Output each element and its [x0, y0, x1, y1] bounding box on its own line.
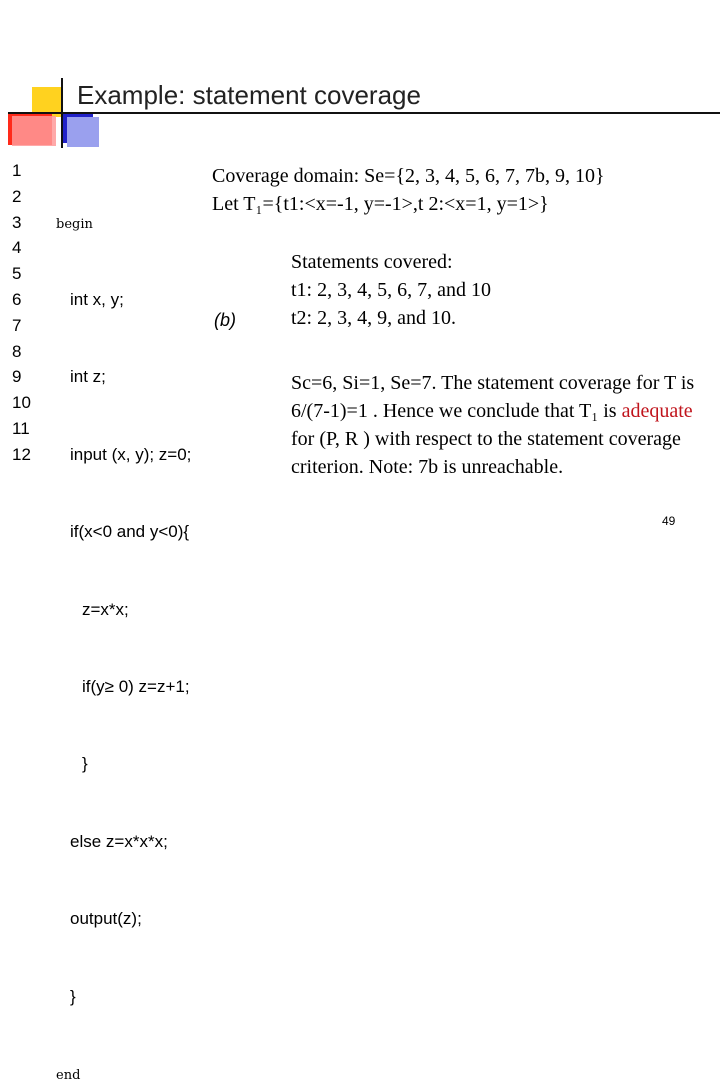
code-line-9: else z=x*x*x;	[70, 831, 168, 851]
code-line-4: input (x, y); z=0;	[70, 444, 192, 464]
decor-lightblue-square	[67, 117, 99, 147]
code-line-12: end	[56, 1067, 81, 1080]
test-set-definition: Let T₁={t1:<x=-1, y=-1>,t 2:<x=1, y=1>}	[212, 193, 549, 215]
line-number: 5	[12, 264, 22, 284]
line-number: 4	[12, 238, 22, 258]
line-numbers	[12, 158, 42, 468]
code-line-5: if(x<0 and y<0){	[70, 522, 190, 542]
adequate-highlight: adequate	[621, 400, 693, 422]
conclusion-part2: for (P, R ) with respect to the statement coverage criterion. Note: 7b is unreachable.	[291, 428, 681, 478]
code-line-11: }	[70, 986, 76, 1006]
statements-covered-t1: t1: 2, 3, 4, 5, 6, 7, and 10	[291, 279, 491, 301]
line-number: 9	[12, 367, 22, 387]
code-line-3: int z;	[70, 367, 106, 387]
line-number: 2	[12, 186, 22, 206]
code-line-10: output(z);	[70, 909, 142, 929]
line-number: 11	[12, 418, 30, 438]
conclusion-part1: Sc=6, Si=1, Se=7. The statement coverage for T is 6/(7-1)=1 . Hence we conclude that T₁ is	[291, 372, 695, 422]
label-b: (b)	[214, 310, 236, 330]
line-number: 7	[12, 315, 22, 335]
statements-covered-heading: Statements covered:	[291, 251, 453, 273]
code-line-8: }	[82, 754, 88, 774]
line-number: 10	[12, 393, 31, 413]
code-line-7: if(y≥ 0) z=z+1;	[82, 676, 190, 696]
coverage-domain-block	[212, 162, 605, 218]
code-line-1: begin	[56, 216, 93, 232]
conclusion-paragraph	[291, 369, 701, 481]
line-number: 6	[12, 289, 22, 309]
decor-pink-square	[12, 116, 56, 146]
code-line-2: int x, y;	[70, 289, 124, 309]
program-code	[56, 158, 191, 1080]
statements-covered-t2: t2: 2, 3, 4, 9, and 10.	[291, 307, 456, 329]
statements-covered-block	[291, 248, 491, 332]
line-number: 3	[12, 212, 22, 232]
coverage-domain: Coverage domain: Se={2, 3, 4, 5, 6, 7, 7b, 9, 10}	[212, 165, 605, 187]
slide-title: Example: statement coverage	[77, 80, 421, 110]
line-number: 1	[12, 161, 22, 180]
title-underline	[8, 112, 720, 114]
code-line-6: z=x*x;	[82, 599, 129, 619]
line-number: 12	[12, 444, 31, 464]
page-number: 49	[662, 514, 676, 528]
line-number: 8	[12, 341, 22, 361]
